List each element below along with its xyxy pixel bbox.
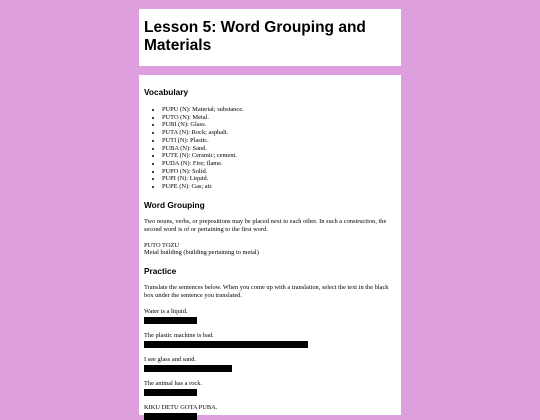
word-grouping-heading: Word Grouping (144, 199, 205, 210)
practice-instructions: Translate the sentences below. When you come up with a translation, select the text in the black box under the sentence you translated. (144, 284, 389, 300)
vocabulary-item: • PUBA (N): Sand. (162, 145, 396, 153)
vocabulary-list (144, 106, 396, 191)
content-card (139, 75, 401, 415)
vocabulary-item: • PUTI (N): Plastic. (162, 137, 396, 145)
answer-box[interactable] (144, 341, 308, 348)
word-grouping-example (144, 242, 396, 258)
practice-heading: Practice (144, 266, 177, 277)
vocabulary-item: • PUBI (N): Glass. (162, 121, 396, 129)
practice-item (144, 404, 396, 420)
vocabulary-item: • PUDA (N): Fire; flame. (162, 160, 396, 168)
answer-box[interactable] (144, 317, 197, 324)
practice-item (144, 380, 396, 396)
vocabulary-item: • PUTE (N): Ceramic; cement. (162, 152, 396, 160)
page-title: Lesson 5: Word Grouping and Materials (144, 19, 366, 54)
practice-item (144, 332, 396, 348)
title-card (139, 9, 401, 66)
word-grouping-paragraph: Two nouns, verbs, or prepositions may be placed next to each other. In such a construction, the second word is of or pertaining to the first word. (144, 217, 387, 233)
practice-item (144, 356, 396, 372)
answer-box[interactable] (144, 365, 232, 372)
practice-item (144, 308, 396, 324)
vocabulary-item: • PUPE (N): Gas; air. (162, 183, 396, 191)
practice-sentence: The animal has a rock. (144, 379, 203, 387)
answer-box[interactable] (144, 413, 197, 420)
answer-box[interactable] (144, 389, 197, 396)
vocabulary-heading: Vocabulary (144, 87, 189, 97)
vocabulary-item: • PUTO (N): Metal. (162, 114, 396, 122)
practice-sentence: Water is a liquid. (144, 308, 188, 316)
vocabulary-item: • PUTA (N): Rock; asphalt. (162, 129, 396, 137)
vocabulary-item: • PUPI (N): Liquid. (162, 175, 396, 183)
vocabulary-item: • PUPU (N): Material; substance. (162, 106, 396, 114)
practice-sentence: I see glass and sand. (144, 355, 196, 363)
example-phrase: PUTO TOZU (144, 241, 179, 249)
example-translation: Metal building (building pertaining to metal) (144, 249, 259, 257)
practice-sentence: The plastic machine is bad. (144, 332, 214, 340)
vocabulary-item: • PUPO (N): Solid. (162, 168, 396, 176)
practice-sentence: KIKU DETU GOTA PUBA. (144, 403, 218, 411)
